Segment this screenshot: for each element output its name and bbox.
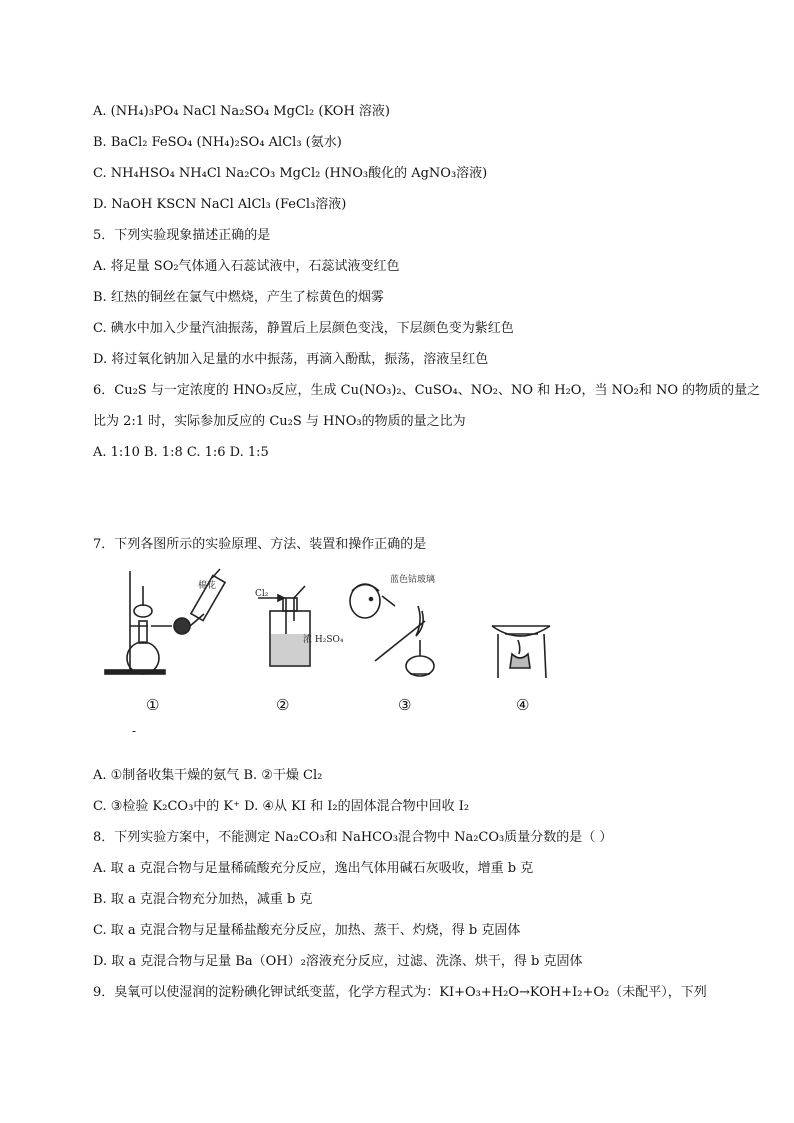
text-line-l7: B. 红热的铜丝在氯气中燃烧，产生了棕黄色的烟雾 [93, 290, 384, 305]
text-line-l2: B. BaCl₂ FeSO₄ (NH₄)₂SO₄ AlCl₃ (氨水) [93, 135, 342, 150]
text-line-l20: D. 取 a 克混合物与足量 Ba（OH）₂溶液充分反应，过滤、洗涤、烘干，得 b 克固体 [93, 954, 583, 969]
text-line-l16: 8．下列实验方案中，不能测定 Na₂CO₃和 NaHCO₃混合物中 Na₂CO₃质量分数的是（ ） [93, 830, 613, 845]
apparatus-figures [100, 566, 580, 726]
text-line-l14: A. ①制备收集干燥的氨气 B. ②干燥 Cl₂ [93, 768, 323, 783]
stray-mark: - [132, 724, 137, 738]
cl2-label: Cl₂ [255, 589, 269, 599]
figure-label-4: ④ [516, 696, 530, 714]
text-line-l5: 5．下列实验现象描述正确的是 [93, 228, 271, 243]
text-line-l11: 比为 2:1 时，实际参加反应的 Cu₂S 与 HNO₃的物质的量之比为 [93, 414, 466, 429]
text-line-l15: C. ③检验 K₂CO₃中的 K⁺ D. ④从 KI 和 I₂的固体混合物中回收 I₂ [93, 799, 470, 814]
figure-4-evaporating-dish [492, 626, 550, 678]
text-line-l18: B. 取 a 克混合物充分加热，减重 b 克 [93, 892, 313, 907]
text-line-l10: 6．Cu₂S 与一定浓度的 HNO₃反应，生成 Cu(NO₃)₂、CuSO₄、NO₂、NO 和 H₂O，当 NO₂和 NO 的物质的量之 [93, 383, 761, 398]
text-line-l19: C. 取 a 克混合物与足量稀盐酸充分反应，加热、蒸干、灼烧，得 b 克固体 [93, 923, 521, 938]
text-line-l8: C. 碘水中加入少量汽油振荡，静置后上层颜色变浅，下层颜色变为紫红色 [93, 321, 514, 336]
figure-label-3: ③ [398, 696, 412, 714]
text-line-l13: 7．下列各图所示的实验原理、方法、装置和操作正确的是 [93, 537, 427, 552]
cobalt-glass-label: 蓝色钴玻璃 [390, 575, 436, 585]
figure-label-2: ② [276, 696, 290, 714]
text-line-l17: A. 取 a 克混合物与足量稀硫酸充分反应，逸出气体用碱石灰吸收，增重 b 克 [93, 861, 534, 876]
text-line-l3: C. NH₄HSO₄ NH₄Cl Na₂CO₃ MgCl₂ (HNO₃酸化的 AgNO₃溶液) [93, 166, 488, 181]
text-line-l21: 9．臭氧可以使湿润的淀粉碘化钾试纸变蓝，化学方程式为：KI+O₃+H₂O→KOH+I₂+O₂（未配平），下列 [93, 985, 707, 1000]
cotton-label: 棉花 [198, 581, 217, 591]
text-line-l1: A. (NH₄)₃PO₄ NaCl Na₂SO₄ MgCl₂ (KOH 溶液) [93, 104, 391, 119]
h2so4-label: 浓 H₂SO₄ [303, 635, 344, 645]
text-line-l6: A. 将足量 SO₂气体通入石蕊试液中，石蕊试液变红色 [93, 259, 400, 274]
text-line-l9: D. 将过氧化钠加入足量的水中振荡，再滴入酚酞，振荡，溶液呈红色 [93, 352, 489, 367]
text-line-l12: A. 1:10 B. 1:8 C. 1:6 D. 1:5 [93, 445, 269, 460]
figure-label-1: ① [146, 696, 160, 714]
figure-3-flame-test [350, 584, 434, 676]
text-line-l4: D. NaOH KSCN NaCl AlCl₃ (FeCl₃溶液) [93, 197, 347, 212]
